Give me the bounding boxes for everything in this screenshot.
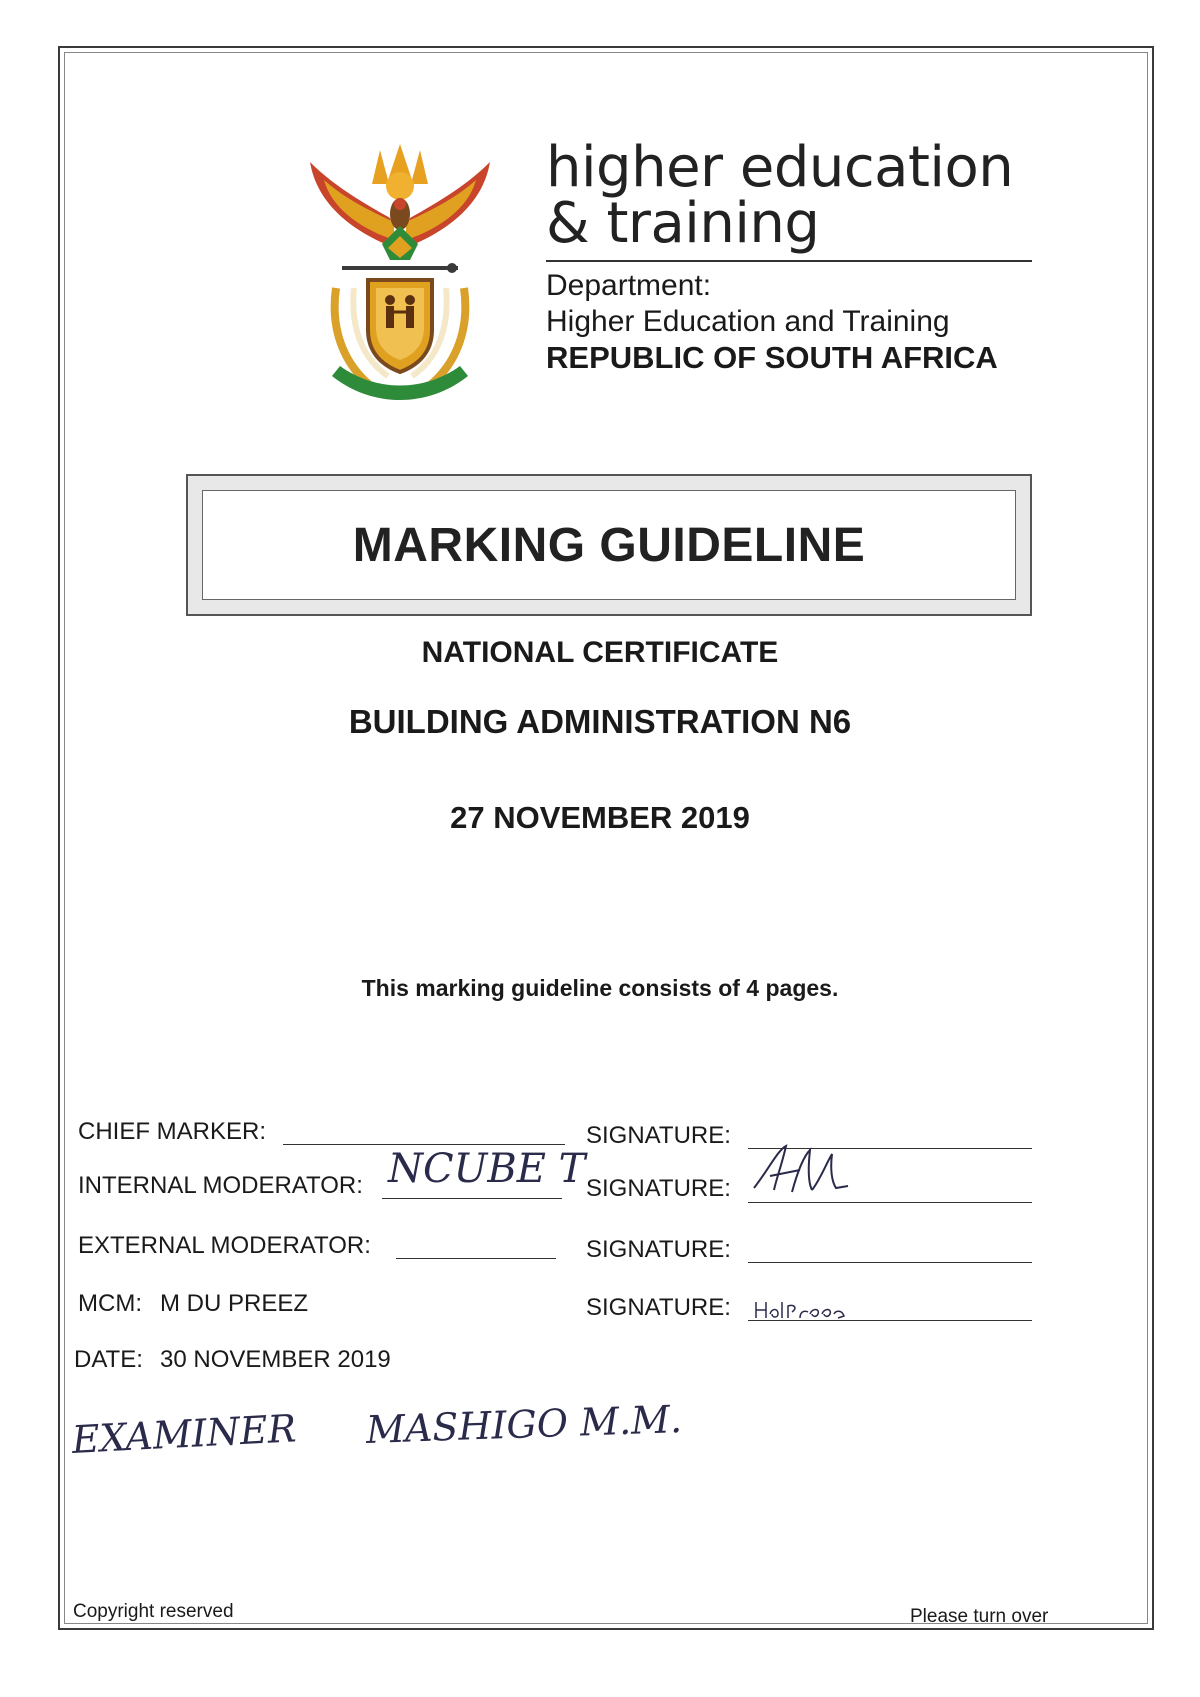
internal-moderator-signature-label: SIGNATURE: [586,1175,731,1202]
internal-moderator-label: INTERNAL MODERATOR: [78,1172,363,1199]
page-count-note: This marking guideline consists of 4 pages. [361,975,839,1001]
department-header [546,135,1036,376]
mcm-label: MCM: [78,1290,142,1317]
exam-date: 27 NOVEMBER 2019 [450,800,750,835]
date-value: 30 NOVEMBER 2019 [160,1346,391,1373]
mcm-signature [752,1298,852,1322]
internal-moderator-name: NCUBE T [388,1146,586,1192]
chief-marker-signature-label: SIGNATURE: [586,1122,731,1149]
brand-name-line2: & training [546,191,820,256]
coat-of-arms-icon [302,140,498,408]
mcm-name: M DU PREEZ [160,1290,309,1317]
title-frame [186,474,1032,616]
brand-name-line1: higher education [546,135,1014,200]
external-moderator-signature-line [748,1262,1032,1263]
date-label: DATE: [74,1346,143,1373]
external-moderator-signature-label: SIGNATURE: [586,1236,731,1263]
course-name: BUILDING ADMINISTRATION N6 [348,703,852,740]
internal-moderator-signature-line [748,1202,1032,1203]
brand-divider [546,260,1032,262]
country-name: REPUBLIC OF SOUTH AFRICA [546,340,998,375]
chief-marker-line [283,1144,565,1145]
chief-marker-label: CHIEF MARKER: [78,1118,267,1145]
title-frame-inner [202,490,1016,600]
mcm-signature-label: SIGNATURE: [586,1294,731,1321]
external-moderator-line [396,1258,556,1259]
internal-moderator-signature [748,1140,868,1200]
examiner-handwritten-label: EXAMINER [70,1406,298,1462]
mcm-signature-line [748,1320,1032,1321]
internal-moderator-line [382,1198,562,1199]
certificate-subtitle: NATIONAL CERTIFICATE [421,636,779,669]
examiner-handwritten-name: MASHIGO M.M. [365,1396,683,1452]
turn-over-notice: Please turn over [910,1606,1049,1627]
external-moderator-label: EXTERNAL MODERATOR: [78,1232,371,1259]
department-label: Department: [546,269,712,302]
document-title: MARKING GUIDELINE [352,518,866,572]
department-name: Higher Education and Training [546,305,950,338]
copyright-notice: Copyright reserved [73,1601,234,1622]
